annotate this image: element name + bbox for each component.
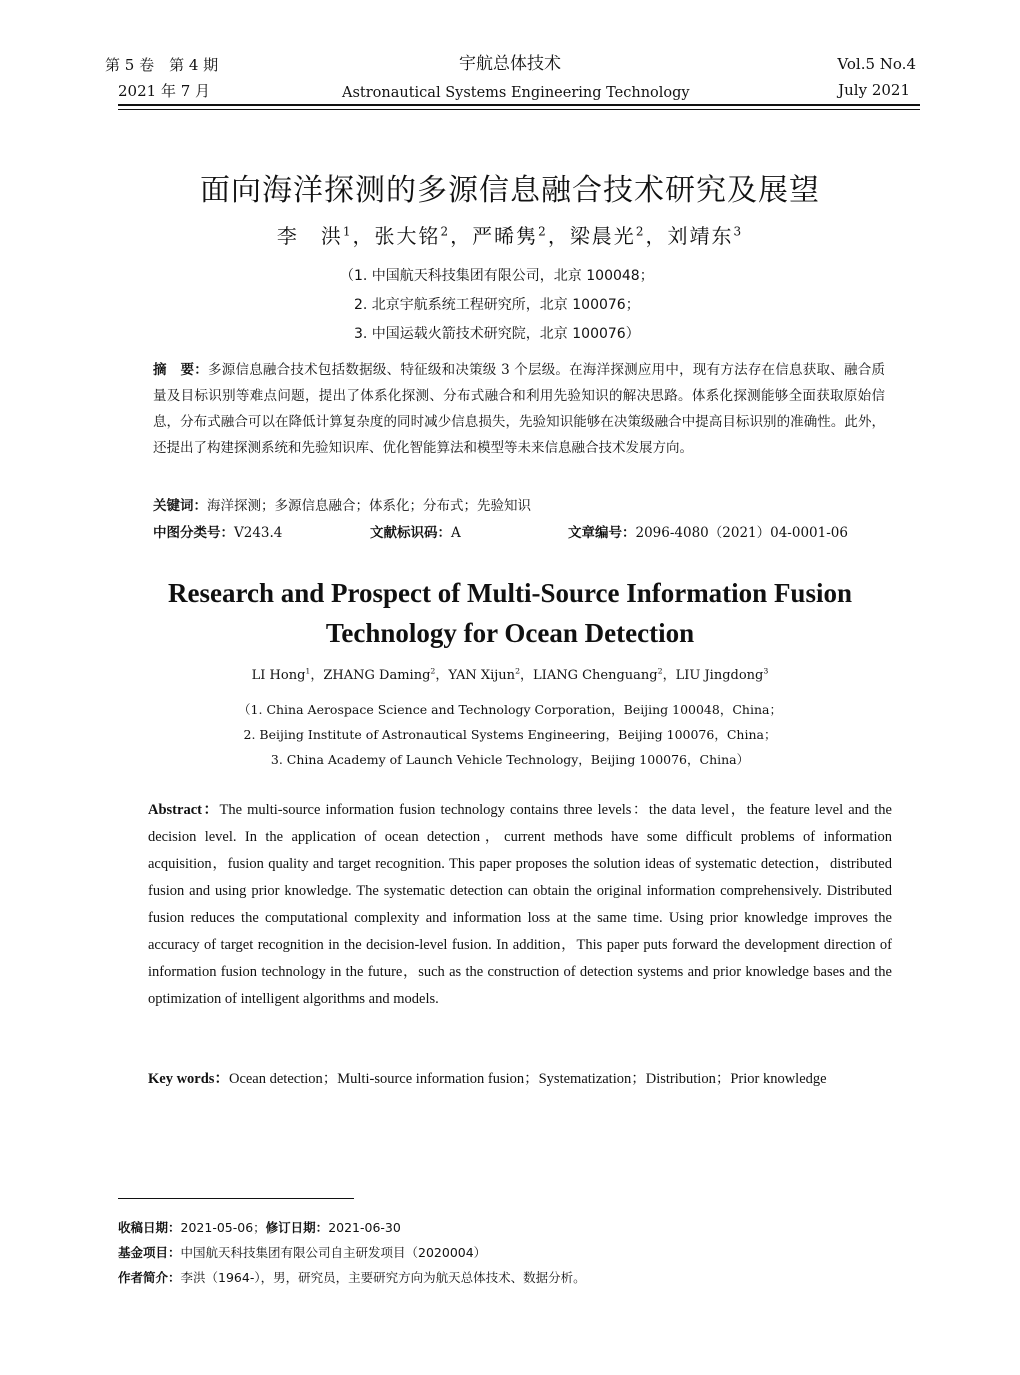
affiliation-cn: 2. 北京宇航系统工程研究所，北京 100076； xyxy=(354,297,640,313)
doc-value: A xyxy=(451,525,461,541)
keywords-en-text: Ocean detection；Multi-source information fusion；Systematization；Distribution；Prior knowledge xyxy=(228,1071,827,1087)
footnote-dates xyxy=(118,1218,401,1236)
author-cn: 刘靖东$^3$ xyxy=(667,224,744,248)
keywords-cn xyxy=(153,494,531,514)
author-en: LIU Jingdong$^3$ xyxy=(675,666,769,683)
doc-label: 文献标识码： xyxy=(370,525,451,541)
title-cn: 面向海洋探测的多源信息融合技术研究及展望 xyxy=(200,173,820,208)
abstract-cn-label: 摘 要： xyxy=(153,362,208,378)
author-en: LIANG Chenguang$^2$ xyxy=(533,666,663,683)
header-rule-bottom xyxy=(118,109,920,110)
article-label: 文章编号： xyxy=(568,525,636,541)
abstract-en-text: The multi-source information fusion technology contains three levels：the data level，the feature level and the decision level. In the application of ocean detection，current methods have some difficult problems of information acquisition，fusion quality and target recognition. This paper proposes the solution ideas of systematic detection，distributed fusion and using prior knowledge. The systematic detection can obtain the original information comprehensively. Distributed fusion reduces the computational complexity and information loss at the same time. Using prior knowledge improves the accuracy of target recognition in the decision-level fusion. In addition，This paper puts forward the development direction of information fusion technology in the future，such as the construction of detection systems and prior knowledge bases and the optimization of intelligent algorithms and models. xyxy=(148,802,892,1007)
article-value: 2096-4080（2021）04-0001-06 xyxy=(635,525,848,541)
footnote-rule xyxy=(118,1198,354,1199)
header-rule-top xyxy=(118,104,920,106)
affiliation-en: 3. China Academy of Launch Vehicle Technology，Beijing 100076，China） xyxy=(270,752,750,767)
authors-en: LI Hong$^1$，ZHANG Daming$^2$，YAN Xijun$^2$，LIANG Chenguang$^2$，LIU Jingdong$^3$ xyxy=(251,666,769,683)
keywords-en xyxy=(148,1066,892,1092)
abstract-cn xyxy=(153,357,885,461)
title-en-line-2: Technology for Ocean Detection xyxy=(325,618,695,648)
author-cn: 李 洪$^1$ xyxy=(276,224,353,248)
author-cn: 严晞隽$^2$ xyxy=(472,224,548,248)
clc-value: V243.4 xyxy=(234,525,283,541)
abstract-en-label: Abstract： xyxy=(148,802,220,818)
keywords-cn-text: 海洋探测；多源信息融合；体系化；分布式；先验知识 xyxy=(207,498,531,514)
header-date-cn: 2021 年 7 月 xyxy=(118,82,211,100)
received-date: 2021-05-06； xyxy=(180,1220,266,1235)
abstract-en xyxy=(148,797,892,1013)
header-journal-cn: 宇航总体技术 xyxy=(459,54,561,74)
author-en: ZHANG Daming$^2$ xyxy=(323,666,436,683)
header-date-en: July 2021 xyxy=(838,81,910,99)
revised-date: 2021-06-30 xyxy=(328,1220,401,1235)
affiliation-en: （1. China Aerospace Science and Technology Corporation，Beijing 100048，China； xyxy=(238,702,782,717)
author-bio-text: 李洪（1964-），男，研究员，主要研究方向为航天总体技术、数据分析。 xyxy=(180,1270,586,1285)
received-label: 收稿日期： xyxy=(118,1220,181,1235)
affiliation-en: 2. Beijing Institute of Astronautical Systems Engineering，Beijing 100076，China； xyxy=(243,727,777,742)
author-en: LI Hong$^1$ xyxy=(251,666,311,683)
revised-label: 修订日期： xyxy=(265,1220,329,1235)
fund-label: 基金项目： xyxy=(118,1245,181,1260)
doc-code xyxy=(370,521,461,541)
fund-text: 中国航天科技集团有限公司自主研发项目（2020004） xyxy=(180,1245,487,1260)
affiliation-cn: （1. 中国航天科技集团有限公司，北京 100048； xyxy=(340,268,654,284)
footnote-author xyxy=(118,1268,586,1286)
footnote-fund xyxy=(118,1243,486,1261)
author-bio-label: 作者简介： xyxy=(118,1270,181,1285)
keywords-en-label: Key words： xyxy=(148,1071,229,1087)
classification-line xyxy=(153,521,282,541)
abstract-cn-text: 多源信息融合技术包括数据级、特征级和决策级 3 个层级。在海洋探测应用中，现有方法存在信息获取、融合质量及目标识别等难点问题，提出了体系化探测、分布式融合和利用先验知识的解决思路。体系化探测能够全面获取原始信息，分布式融合可以在降低计算复杂度的同时减少信息损失，先验知识能够在决策级融合中提高目标识别的准确性。此外，还提出了构建探测系统和先验知识库、优化智能算法和模型等未来信息融合技术发展方向。 xyxy=(153,362,885,456)
author-en: YAN Xijun$^2$ xyxy=(448,666,521,683)
header-volume-cn: 第 5 卷 第 4 期 xyxy=(105,56,219,74)
header-journal-en: Astronautical Systems Engineering Technology xyxy=(342,85,690,101)
author-cn: 张大铭$^2$ xyxy=(374,224,451,248)
article-number xyxy=(568,521,848,541)
authors-cn: 李 洪$^1$，张大铭$^2$，严晞隽$^2$，梁晨光$^2$，刘靖东$^3$ xyxy=(276,224,744,248)
keywords-cn-label: 关键词： xyxy=(153,498,207,514)
clc-label: 中图分类号： xyxy=(153,525,234,541)
author-cn: 梁晨光$^2$ xyxy=(569,224,646,248)
title-en-line-1: Research and Prospect of Multi-Source Information Fusion xyxy=(168,578,852,608)
affiliation-cn: 3. 中国运载火箭技术研究院，北京 100076） xyxy=(354,326,640,342)
header-volume-en: Vol.5 No.4 xyxy=(837,55,916,73)
